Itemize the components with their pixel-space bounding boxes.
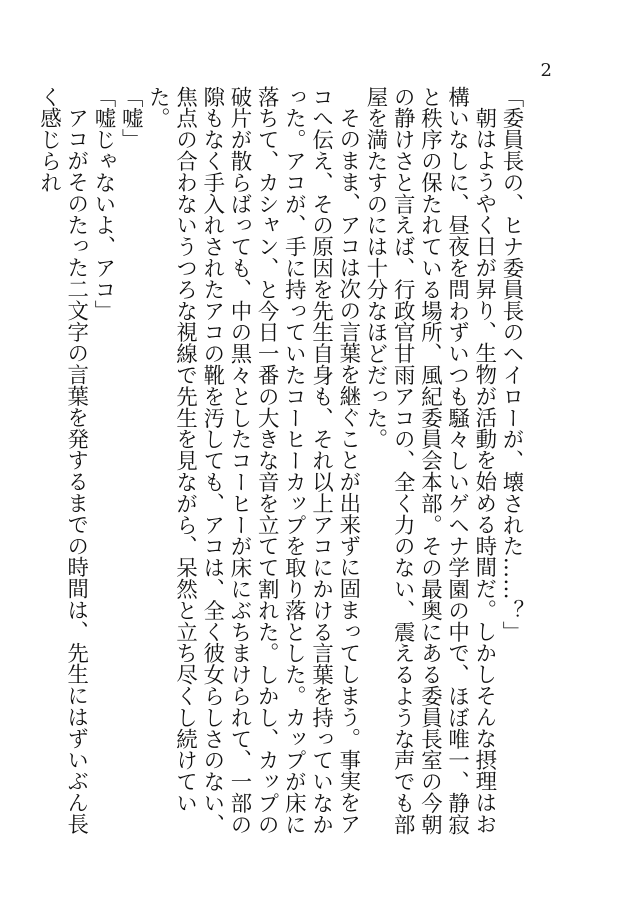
page-number: 2 (540, 60, 552, 81)
paragraph-dialogue-3: 「嘘じゃないよ、アコ」 (90, 86, 116, 322)
paragraph-narration-3: アコがそのたった二文字の言葉を発するまでの時間は、先生にはずいぶん長く感じられ (36, 86, 89, 835)
paragraph-narration-1: 朝はようやく日が昇り、生物が活動を始める時間だ。しかしそんな摂理はお構いなしに、昼夜を問わずいつも騒々しいゲヘナ学園の中で、ほぼ唯一、静寂と秩序の保たれている場所、風紀委員会本部。その最奥にある委員長室の今朝の静けさと言えば、行政官甘雨アコの、全く力のない、震えるような声でも部屋を満たすのには十分なほどだった。 (362, 86, 497, 835)
vertical-text-body (36, 86, 525, 856)
paragraph-dialogue-1: 「委員長の、ヒナ委員長のヘイローが、壊された……？」 (499, 86, 524, 643)
paragraph-dialogue-2: 「嘘」 (118, 86, 144, 151)
paragraph-narration-2: そのまま、アコは次の言葉を継ぐことが出来ずに固まってしまう。事実をアコへ伝え、その原因を先生自身も、それ以上アコにかける言葉を持っていなかった。アコが、手に持っていたコーヒーカップを取り落とした。カップが床に落ちて、カシャン、と今日一番の大きな音を立てて割れた。しかし、カップの破片が散らばっても、中の黒々としたコーヒーが床にぶちまけられて、一部の隙もなく手入れされたアコの靴を汚しても、アコは、全く彼女らしさのない、焦点の合わないうつろな視線で先生を見ながら、呆然と立ち尽くし続けていた。 (145, 86, 361, 835)
